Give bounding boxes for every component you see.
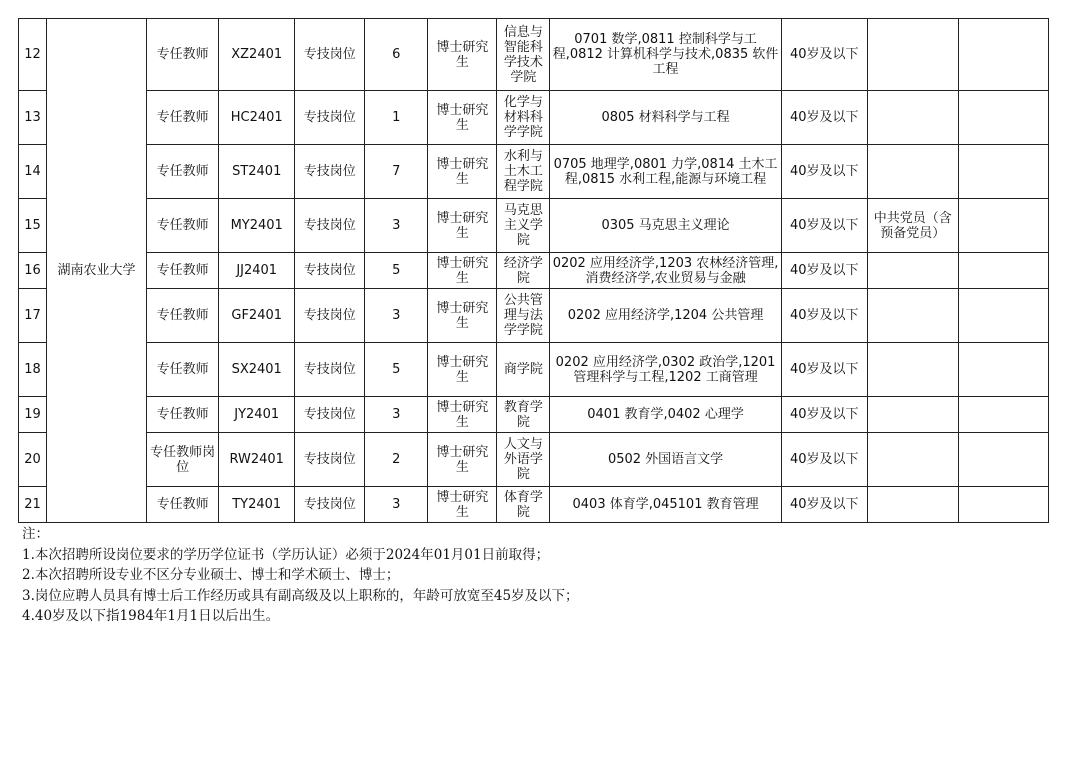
- degree-requirement-cell: 博士研究生: [428, 19, 497, 91]
- other-requirement-cell: [867, 289, 958, 343]
- degree-requirement-cell: 博士研究生: [428, 397, 497, 433]
- post-name-cell: 专任教师: [147, 343, 219, 397]
- hire-count-cell: 6: [365, 19, 428, 91]
- hire-count-cell: 3: [365, 397, 428, 433]
- row-number-cell: 14: [19, 145, 47, 199]
- hire-count-cell: 3: [365, 487, 428, 523]
- hire-count-cell: 1: [365, 91, 428, 145]
- row-number-cell: 16: [19, 253, 47, 289]
- note-item-3: 3.岗位应聘人员具有博士后工作经历或具有副高级及以上职称的，年龄可放宽至45岁及以下；: [22, 587, 579, 604]
- other-requirement-cell: [867, 253, 958, 289]
- unit-name-cell: 湖南农业大学: [47, 19, 147, 523]
- major-requirement-cell: 0502 外国语言文学: [550, 433, 781, 487]
- remark-cell: [958, 289, 1048, 343]
- row-number-cell: 13: [19, 91, 47, 145]
- hire-count-cell: 5: [365, 253, 428, 289]
- degree-requirement-cell: 博士研究生: [428, 289, 497, 343]
- age-requirement-cell: 40岁及以下: [781, 19, 867, 91]
- post-type-cell: 专技岗位: [295, 487, 365, 523]
- table-row: [19, 253, 1049, 289]
- department-cell: 公共管理与法学学院: [497, 289, 550, 343]
- department-cell: 体育学院: [497, 487, 550, 523]
- table-row: [19, 19, 1049, 91]
- degree-requirement-cell: 博士研究生: [428, 199, 497, 253]
- department-cell: 教育学院: [497, 397, 550, 433]
- post-name-cell: 专任教师: [147, 145, 219, 199]
- major-requirement-cell: 0401 教育学,0402 心理学: [550, 397, 781, 433]
- row-number-cell: 17: [19, 289, 47, 343]
- row-number-cell: 15: [19, 199, 47, 253]
- hire-count-cell: 2: [365, 433, 428, 487]
- remark-cell: [958, 19, 1048, 91]
- other-requirement-cell: 中共党员（含预备党员）: [867, 199, 958, 253]
- post-type-cell: 专技岗位: [295, 19, 365, 91]
- row-number-cell: 18: [19, 343, 47, 397]
- other-requirement-cell: [867, 91, 958, 145]
- department-cell: 经济学院: [497, 253, 550, 289]
- age-requirement-cell: 40岁及以下: [781, 91, 867, 145]
- post-type-cell: 专技岗位: [295, 433, 365, 487]
- degree-requirement-cell: 博士研究生: [428, 145, 497, 199]
- post-code-cell: SX2401: [219, 343, 295, 397]
- hire-count-cell: 3: [365, 289, 428, 343]
- post-name-cell: 专任教师: [147, 199, 219, 253]
- other-requirement-cell: [867, 433, 958, 487]
- remark-cell: [958, 199, 1048, 253]
- post-type-cell: 专技岗位: [295, 91, 365, 145]
- row-number-cell: 12: [19, 19, 47, 91]
- post-code-cell: ST2401: [219, 145, 295, 199]
- remark-cell: [958, 91, 1048, 145]
- degree-requirement-cell: 博士研究生: [428, 433, 497, 487]
- post-type-cell: 专技岗位: [295, 199, 365, 253]
- post-type-cell: 专技岗位: [295, 397, 365, 433]
- post-name-cell: 专任教师: [147, 487, 219, 523]
- table-row: [19, 433, 1049, 487]
- post-code-cell: XZ2401: [219, 19, 295, 91]
- department-cell: 商学院: [497, 343, 550, 397]
- post-name-cell: 专任教师: [147, 91, 219, 145]
- age-requirement-cell: 40岁及以下: [781, 145, 867, 199]
- major-requirement-cell: 0705 地理学,0801 力学,0814 土木工程,0815 水利工程,能源与环境工程: [550, 145, 781, 199]
- age-requirement-cell: 40岁及以下: [781, 199, 867, 253]
- major-requirement-cell: 0202 应用经济学,0302 政治学,1201 管理科学与工程,1202 工商管理: [550, 343, 781, 397]
- age-requirement-cell: 40岁及以下: [781, 289, 867, 343]
- hire-count-cell: 5: [365, 343, 428, 397]
- major-requirement-cell: 0805 材料科学与工程: [550, 91, 781, 145]
- other-requirement-cell: [867, 145, 958, 199]
- age-requirement-cell: 40岁及以下: [781, 433, 867, 487]
- age-requirement-cell: 40岁及以下: [781, 253, 867, 289]
- other-requirement-cell: [867, 397, 958, 433]
- major-requirement-cell: 0305 马克思主义理论: [550, 199, 781, 253]
- post-type-cell: 专技岗位: [295, 289, 365, 343]
- degree-requirement-cell: 博士研究生: [428, 91, 497, 145]
- department-cell: 人文与外语学院: [497, 433, 550, 487]
- table-row: [19, 343, 1049, 397]
- note-item-2: 2.本次招聘所设专业不区分专业硕士、博士和学术硕士、博士；: [22, 567, 400, 583]
- remark-cell: [958, 487, 1048, 523]
- post-type-cell: 专技岗位: [295, 145, 365, 199]
- post-code-cell: JY2401: [219, 397, 295, 433]
- remark-cell: [958, 253, 1048, 289]
- table-row: [19, 199, 1049, 253]
- major-requirement-cell: 0202 应用经济学,1203 农林经济管理,消费经济学,农业贸易与金融: [550, 253, 781, 289]
- age-requirement-cell: 40岁及以下: [781, 397, 867, 433]
- table-row: [19, 91, 1049, 145]
- remark-cell: [958, 433, 1048, 487]
- recruitment-table: [18, 18, 1049, 523]
- major-requirement-cell: 0403 体育学,045101 教育管理: [550, 487, 781, 523]
- table-row: [19, 289, 1049, 343]
- table-row: [19, 397, 1049, 433]
- post-type-cell: 专技岗位: [295, 343, 365, 397]
- department-cell: 化学与材料科学学院: [497, 91, 550, 145]
- post-name-cell: 专任教师岗位: [147, 433, 219, 487]
- degree-requirement-cell: 博士研究生: [428, 253, 497, 289]
- degree-requirement-cell: 博士研究生: [428, 487, 497, 523]
- post-name-cell: 专任教师: [147, 19, 219, 91]
- post-code-cell: TY2401: [219, 487, 295, 523]
- row-number-cell: 20: [19, 433, 47, 487]
- degree-requirement-cell: 博士研究生: [428, 343, 497, 397]
- note-item-1: 1.本次招聘所设岗位要求的学历学位证书（学历认证）必须于2024年01月01日前取得；: [22, 546, 550, 563]
- remark-cell: [958, 343, 1048, 397]
- age-requirement-cell: 40岁及以下: [781, 343, 867, 397]
- age-requirement-cell: 40岁及以下: [781, 487, 867, 523]
- department-cell: 水利与土木工程学院: [497, 145, 550, 199]
- notes-heading: 注：: [22, 526, 49, 542]
- hire-count-cell: 7: [365, 145, 428, 199]
- post-code-cell: JJ2401: [219, 253, 295, 289]
- row-number-cell: 21: [19, 487, 47, 523]
- department-cell: 马克思主义学院: [497, 199, 550, 253]
- department-cell: 信息与智能科学技术学院: [497, 19, 550, 91]
- post-code-cell: RW2401: [219, 433, 295, 487]
- other-requirement-cell: [867, 19, 958, 91]
- hire-count-cell: 3: [365, 199, 428, 253]
- post-type-cell: 专技岗位: [295, 253, 365, 289]
- other-requirement-cell: [867, 343, 958, 397]
- notes-section: [22, 524, 579, 627]
- table-row: [19, 487, 1049, 523]
- post-code-cell: MY2401: [219, 199, 295, 253]
- post-name-cell: 专任教师: [147, 397, 219, 433]
- other-requirement-cell: [867, 487, 958, 523]
- row-number-cell: 19: [19, 397, 47, 433]
- remark-cell: [958, 397, 1048, 433]
- major-requirement-cell: 0202 应用经济学,1204 公共管理: [550, 289, 781, 343]
- post-name-cell: 专任教师: [147, 253, 219, 289]
- remark-cell: [958, 145, 1048, 199]
- note-item-4: 4.40岁及以下指1984年1月1日以后出生。: [22, 608, 280, 624]
- post-code-cell: GF2401: [219, 289, 295, 343]
- table-body: [19, 19, 1049, 523]
- post-code-cell: HC2401: [219, 91, 295, 145]
- major-requirement-cell: 0701 数学,0811 控制科学与工程,0812 计算机科学与技术,0835 软件工程: [550, 19, 781, 91]
- table-row: [19, 145, 1049, 199]
- post-name-cell: 专任教师: [147, 289, 219, 343]
